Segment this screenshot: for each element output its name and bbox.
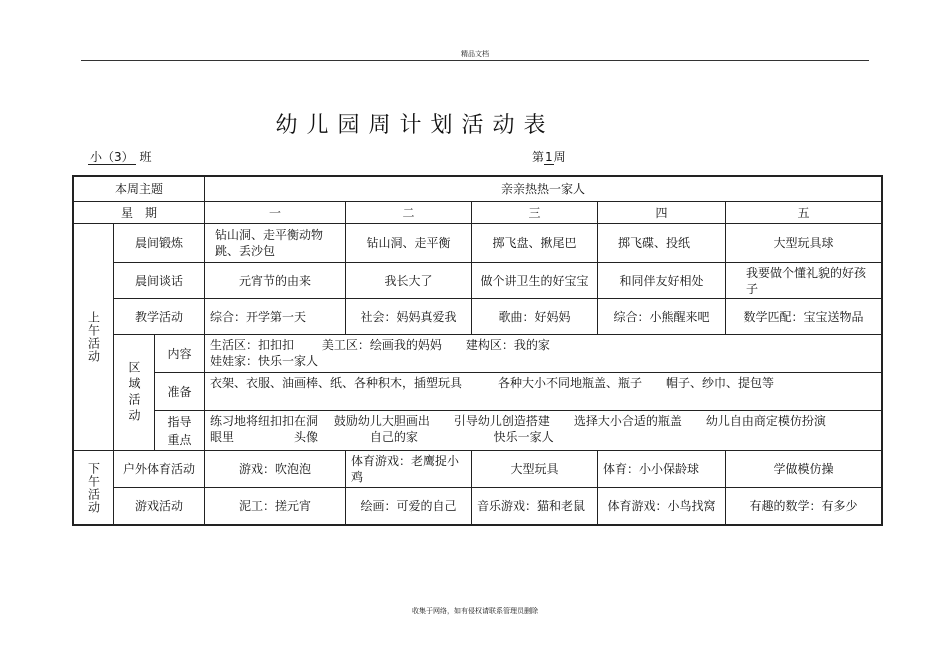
row-label-outdoor: 户外体育活动 <box>113 450 205 488</box>
header-note: 精品文档 <box>461 50 489 58</box>
outdoor-thu: 体育：小小保龄球 <box>597 450 726 488</box>
weekday-label: 星 期 <box>73 201 205 224</box>
exercise-thu: 掷飞碟、投纸 <box>597 223 726 263</box>
area-content-label: 内容 <box>154 334 205 373</box>
afternoon-section <box>73 450 114 525</box>
week-suffix: 周 <box>553 150 566 164</box>
area-content <box>204 334 882 373</box>
talk-wed: 做个讲卫生的好宝宝 <box>471 262 598 299</box>
theme-label: 本周主题 <box>73 176 205 202</box>
morning-section-label: 上午活动 <box>86 311 101 363</box>
area-guide-line-1: 练习地将纽扣扣在洞 鼓励幼儿大胆画出 引导幼儿创造搭建 选择大小合适的瓶盖 幼儿自由商定模仿扮演 <box>210 414 826 428</box>
teaching-tue: 社会：妈妈真爱我 <box>345 298 472 335</box>
outdoor-fri: 学做模仿操 <box>725 450 882 488</box>
teaching-mon: 综合：开学第一天 <box>204 298 346 335</box>
plan-table <box>72 175 883 526</box>
week-number: 1 <box>545 150 553 164</box>
area-guide-label-text: 指导重点 <box>167 414 192 447</box>
games-wed: 音乐游戏：猫和老鼠 <box>471 487 598 525</box>
talk-thu: 和同伴友好相处 <box>597 262 726 299</box>
teaching-wed: 歌曲：好妈妈 <box>471 298 598 335</box>
area-prep-label: 准备 <box>154 372 205 411</box>
talk-fri: 我要做个懂礼貌的好孩子 <box>725 262 882 299</box>
weekday-4: 四 <box>597 201 726 224</box>
footer-note: 收集于网络，如有侵权请联系管理员删除 <box>412 607 538 615</box>
weekday-3: 三 <box>471 201 598 224</box>
outdoor-wed: 大型玩具 <box>471 450 598 488</box>
morning-section <box>73 223 114 451</box>
weekday-1: 一 <box>204 201 346 224</box>
area-label-cell <box>113 334 155 451</box>
games-fri: 有趣的数学：有多少 <box>725 487 882 525</box>
theme-value: 亲亲热热一家人 <box>204 176 882 202</box>
talk-tue: 我长大了 <box>345 262 472 299</box>
outdoor-mon: 游戏：吹泡泡 <box>204 450 346 488</box>
area-guide-label <box>154 410 205 451</box>
class-number: 小（3） <box>90 150 134 164</box>
week-prefix: 第 <box>532 150 545 164</box>
area-prep: 衣架、衣服、油画棒、纸、各种积木，插塑玩具 各种大小不同地瓶盖、瓶子 帽子、纱巾、提包等 <box>204 372 882 411</box>
exercise-mon: 钻山洞、走平衡动物跳、丢沙包 <box>204 223 346 263</box>
area-label: 区域活动 <box>127 360 141 425</box>
games-mon: 泥工：搓元宵 <box>204 487 346 525</box>
exercise-fri: 大型玩具球 <box>725 223 882 263</box>
weekday-2: 二 <box>345 201 472 224</box>
area-content-line-1: 生活区：扣扣扣 美工区：绘画我的妈妈 建构区：我的家 <box>210 338 550 352</box>
row-label-games: 游戏活动 <box>113 487 205 525</box>
page-title: 幼儿园周计划活动表 <box>275 113 555 138</box>
games-tue: 绘画：可爱的自己 <box>345 487 472 525</box>
header-rule <box>81 60 869 61</box>
teaching-fri: 数学匹配：宝宝送物品 <box>725 298 882 335</box>
outdoor-tue: 体育游戏：老鹰捉小鸡 <box>345 450 472 488</box>
area-content-line-2: 娃娃家：快乐一家人 <box>210 354 319 368</box>
week-label <box>532 148 566 165</box>
weekday-5: 五 <box>725 201 882 224</box>
talk-mon: 元宵节的由来 <box>204 262 346 299</box>
exercise-tue: 钻山洞、走平衡 <box>345 223 472 263</box>
exercise-wed: 掷飞盘、揪尾巴 <box>471 223 598 263</box>
row-label-teaching: 教学活动 <box>113 298 205 335</box>
area-guide-line-2: 眼里 头像 自己的家 快乐一家人 <box>210 430 554 444</box>
teaching-thu: 综合：小熊醒来吧 <box>597 298 726 335</box>
class-suffix: 班 <box>139 150 152 164</box>
afternoon-section-label: 下午活动 <box>86 461 101 514</box>
games-thu: 体育游戏：小鸟找窝 <box>597 487 726 525</box>
row-label-exercise: 晨间锻炼 <box>113 223 205 263</box>
row-label-talk: 晨间谈话 <box>113 262 205 299</box>
class-label <box>88 148 151 165</box>
area-guide <box>204 410 882 451</box>
